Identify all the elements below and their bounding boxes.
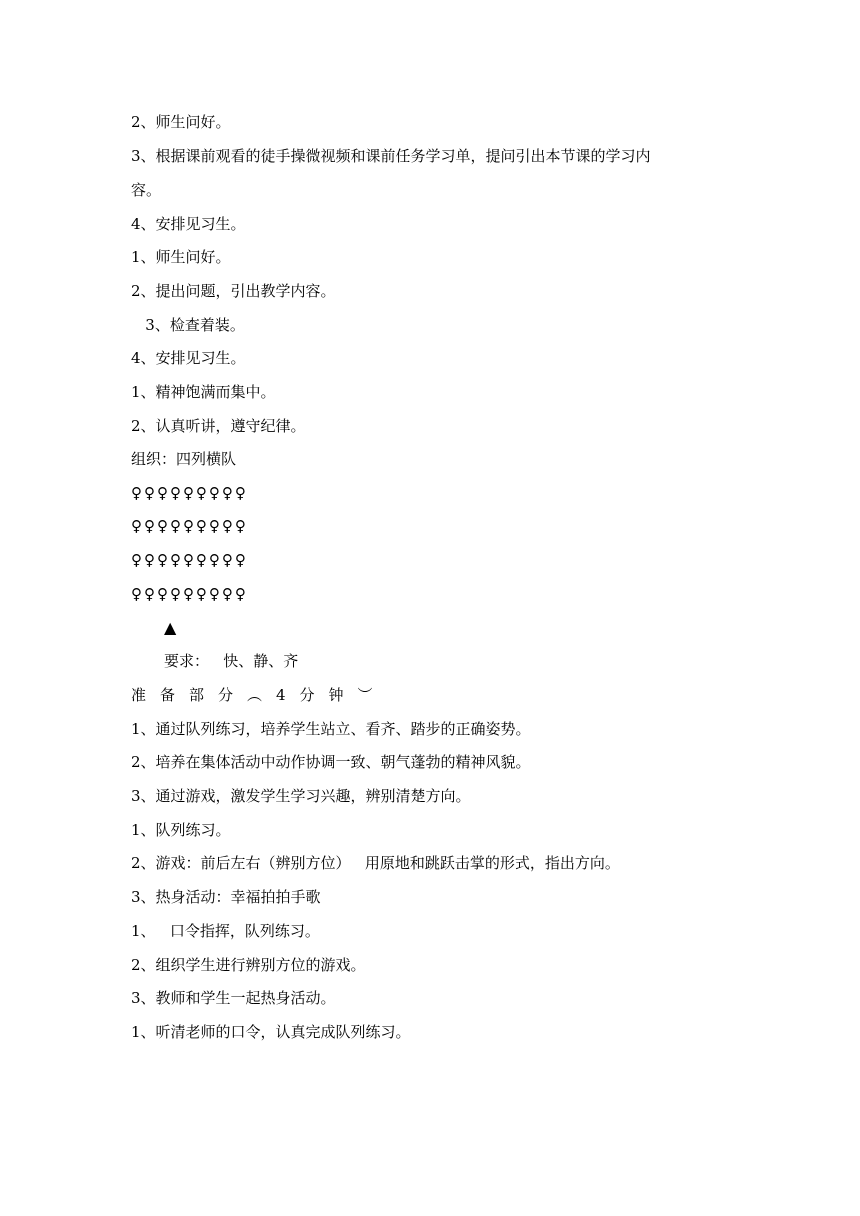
text-line: 1、师生问好。: [131, 248, 231, 266]
text-line: 2、认真听讲，遵守纪律。: [131, 417, 306, 435]
text-line: 1、听清老师的口令，认真完成队列练习。: [131, 1023, 411, 1041]
formation-row: ♀♀♀♀♀♀♀♀♀: [131, 585, 248, 603]
text-line: 2、提出问题，引出教学内容。: [131, 282, 336, 300]
text-line: 1、 口令指挥，队列练习。: [131, 922, 320, 940]
text-line: 3、根据课前观看的徒手操微视频和课前任务学习单，提问引出本节课的学习内: [131, 147, 651, 165]
text-line: 4、安排见习生。: [131, 215, 246, 233]
text-line: 3、通过游戏，激发学生学习兴趣，辨别清楚方向。: [131, 787, 471, 805]
text-line: 2、组织学生进行辨别方位的游戏。: [131, 956, 366, 974]
text-line: 2、培养在集体活动中动作协调一致、朝气蓬勃的精神风貌。: [131, 753, 531, 771]
text-line: 3、热身活动：幸福拍拍手歌: [131, 888, 321, 906]
text-line: 1、通过队列练习，培养学生站立、看齐、踏步的正确姿势。: [131, 720, 531, 738]
formation-row: ♀♀♀♀♀♀♀♀♀: [131, 517, 248, 535]
text-line: 要求： 快、静、齐: [164, 652, 299, 670]
text-line: 3、检查着装。: [131, 316, 245, 334]
formation-row: ♀♀♀♀♀♀♀♀♀: [131, 551, 248, 569]
text-line: 组织：四列横队: [131, 450, 237, 468]
text-line: 3、教师和学生一起热身活动。: [131, 989, 336, 1007]
text-line: 1、精神饱满而集中。: [131, 383, 276, 401]
teacher-triangle-icon: ▲: [164, 618, 177, 637]
text-line: 2、游戏：前后左右（辨别方位） 用原地和跳跃击掌的形式，指出方向。: [131, 854, 620, 872]
text-line: 1、队列练习。: [131, 821, 231, 839]
formation-row: ♀♀♀♀♀♀♀♀♀: [131, 484, 248, 502]
text-line: 2、师生问好。: [131, 113, 231, 131]
text-line: 4、安排见习生。: [131, 349, 246, 367]
section-heading: 准备部分︵4分钟︶: [131, 686, 387, 704]
text-line: 容。: [131, 181, 162, 199]
